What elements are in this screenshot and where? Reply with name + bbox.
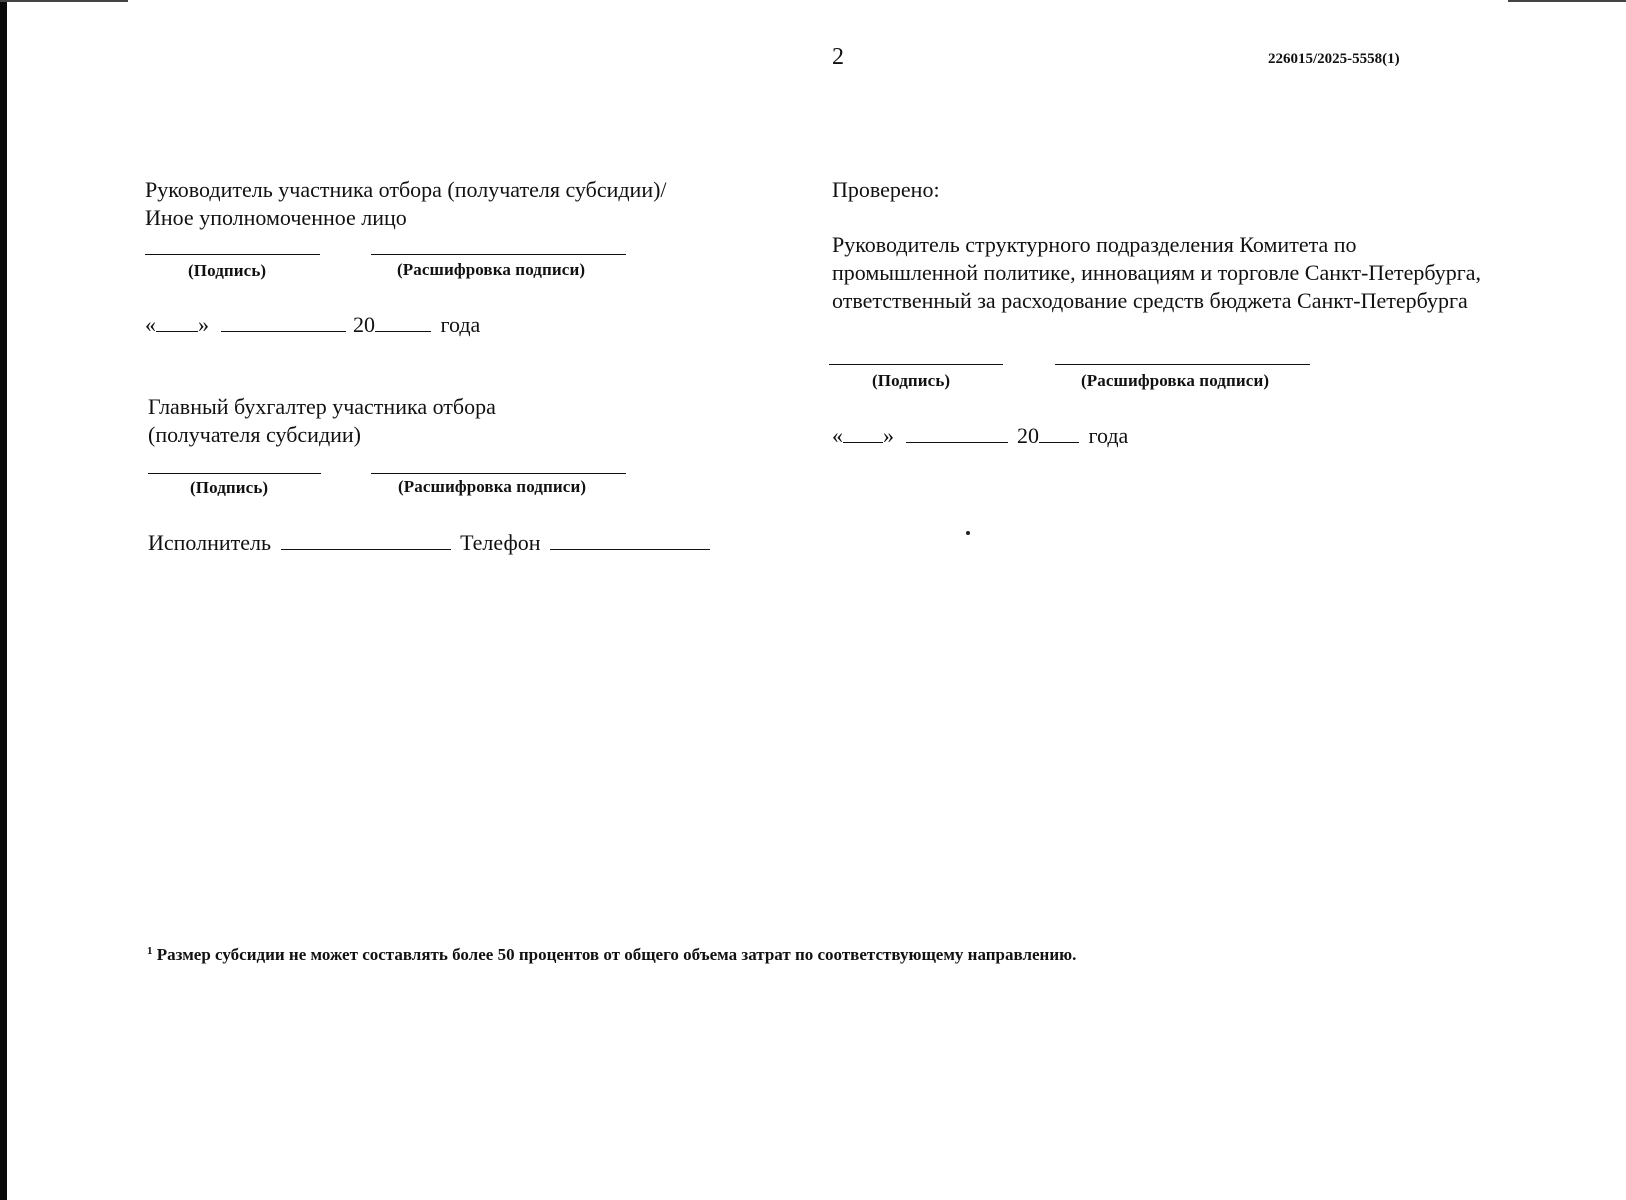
accountant-title-line2: (получателя субсидии) xyxy=(148,422,362,447)
year-word: года xyxy=(1088,423,1129,448)
head-title-line2: Иное уполномоченное лицо xyxy=(145,205,407,230)
scan-top-rule-left xyxy=(0,0,128,2)
accountant-title-line1: Главный бухгалтер участника отбора xyxy=(148,394,496,419)
accountant-signature-line xyxy=(148,473,321,474)
year-prefix: 20 xyxy=(353,312,375,337)
year-blank xyxy=(375,313,431,332)
month-blank xyxy=(221,313,346,332)
open-quote: « xyxy=(145,312,156,337)
year-blank xyxy=(1039,424,1079,443)
phone-label: Телефон xyxy=(460,530,541,555)
signature-caption: (Подпись) xyxy=(188,261,267,280)
scan-left-edge xyxy=(0,0,7,1200)
month-blank xyxy=(906,424,1008,443)
responsible-date-row xyxy=(832,421,1128,450)
head-date-row xyxy=(145,310,480,339)
scan-top-rule-right xyxy=(1508,0,1626,2)
day-blank xyxy=(843,424,883,443)
executor-label: Исполнитель xyxy=(148,530,272,555)
close-quote: » xyxy=(198,312,209,337)
footnote-marker: 1 xyxy=(147,945,153,957)
footnote-text: Размер субсидии не может составлять более 50 процентов от общего объема затрат по соответствующему направлению. xyxy=(156,945,1077,964)
accountant-decode-line xyxy=(371,473,626,474)
responsible-decode-line xyxy=(1055,364,1310,365)
close-quote: » xyxy=(883,423,894,448)
responsible-signature-caption: (Подпись) xyxy=(872,371,951,390)
scan-speck xyxy=(966,531,970,535)
footnote xyxy=(147,945,1076,965)
page-number: 2 xyxy=(832,44,844,70)
responsible-decode-caption: (Расшифровка подписи) xyxy=(1081,371,1270,390)
signature-decode-caption: (Расшифровка подписи) xyxy=(397,260,586,279)
executor-blank xyxy=(281,531,451,550)
phone-blank xyxy=(550,531,710,550)
day-blank xyxy=(156,313,198,332)
signature-decode-line xyxy=(371,254,626,255)
responsible-title-line1: Руководитель структурного подразделения Комитета по xyxy=(832,232,1357,257)
year-prefix: 20 xyxy=(1017,423,1039,448)
year-word: года xyxy=(440,312,481,337)
document-number: 226015/2025-5558(1) xyxy=(1268,51,1400,67)
responsible-signature-line xyxy=(829,364,1003,365)
executor-row xyxy=(148,528,710,557)
accountant-signature-caption: (Подпись) xyxy=(190,478,269,497)
accountant-decode-caption: (Расшифровка подписи) xyxy=(398,477,587,496)
responsible-title-line3: ответственный за расходование средств бюджета Санкт-Петербурга xyxy=(832,288,1468,313)
head-title-line1: Руководитель участника отбора (получателя субсидии)/ xyxy=(145,177,667,202)
responsible-title-line2: промышленной политике, инновациям и торговле Санкт-Петербурга, xyxy=(832,260,1481,285)
checked-label: Проверено: xyxy=(832,177,940,202)
signature-line xyxy=(145,254,320,255)
open-quote: « xyxy=(832,423,843,448)
